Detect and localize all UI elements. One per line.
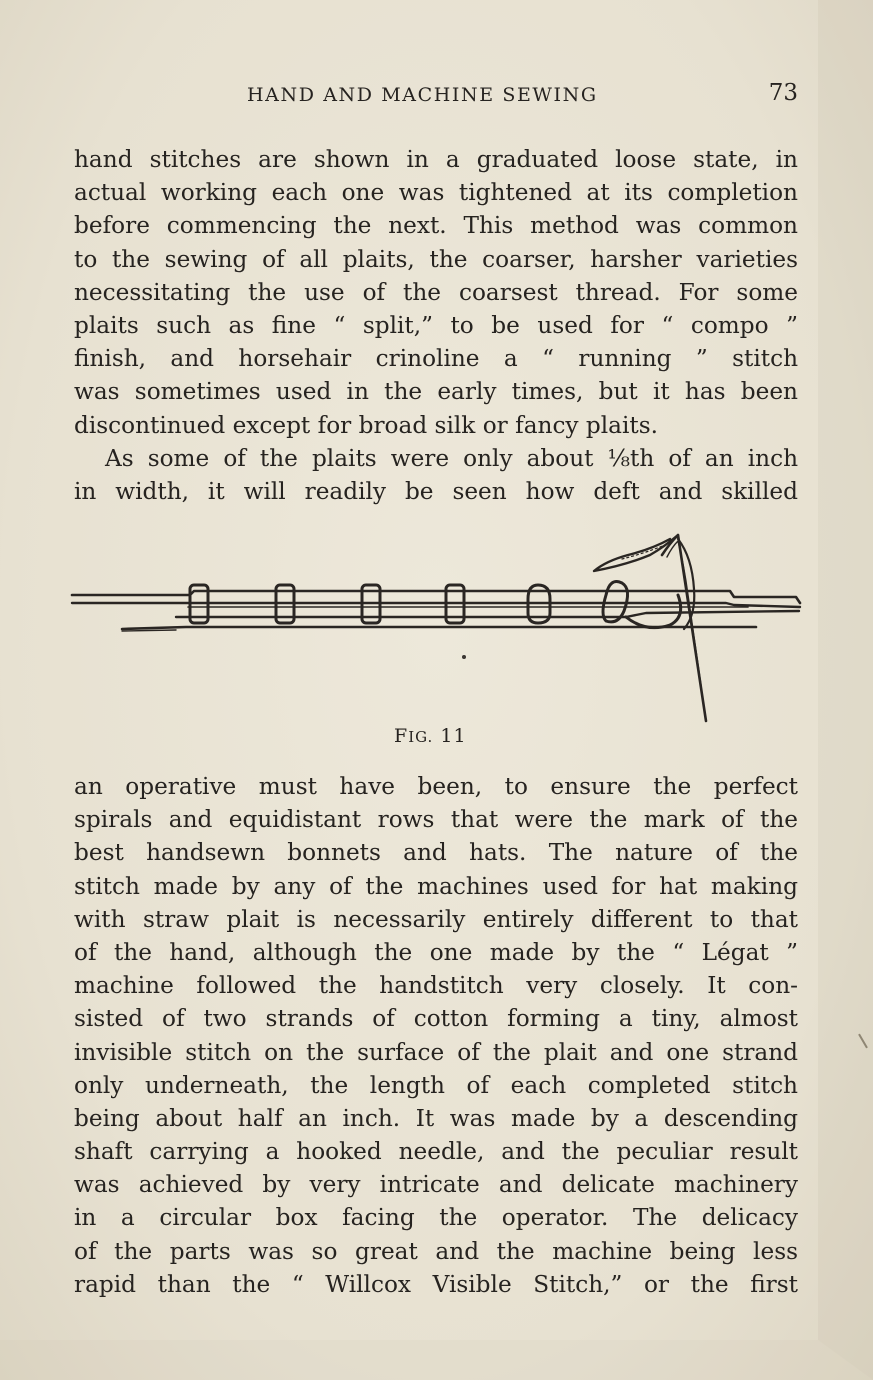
text-line: being about half an inch. It was made by a descending <box>74 1104 798 1132</box>
text-line: machine followed the handstitch very closely. It con- <box>74 972 798 1000</box>
margin-pencil-mark <box>858 1034 868 1049</box>
running-title: HAND AND MACHINE SEWING <box>247 84 598 106</box>
text-line: best handsewn bonnets and hats. The nature of the <box>74 839 798 867</box>
caption-initial: F <box>394 725 409 747</box>
paragraph-block-top <box>74 143 798 508</box>
text-line: shaft carrying a hooked needle, and the peculiar result <box>74 1138 798 1166</box>
text-line: spirals and equidistant rows that were the mark of the <box>74 806 798 834</box>
text-line: invisible stitch on the surface of the plait and one strand <box>74 1038 798 1066</box>
text-line: plaits such as fine “ split,” to be used for “ compo ” <box>74 311 798 339</box>
text-line: was sometimes used in the early times, but it has been <box>74 378 798 406</box>
text-line: necessitating the use of the coarsest thread. For some <box>74 278 798 306</box>
print-speck <box>462 655 466 659</box>
text-line: hand stitches are shown in a graduated loose state, in <box>74 146 798 173</box>
text-line: stitch made by any of the machines used for hat making <box>74 872 798 900</box>
text-line: of the hand, although the one made by the “ Légat ” <box>74 938 798 966</box>
text-line: discontinued except for broad silk or fancy plaits. <box>74 411 658 439</box>
figure-number: 11 <box>440 725 467 747</box>
text-line: finish, and horsehair crinoline a “ running ” stitch <box>74 345 798 373</box>
text-line: As some of the plaits were only about ⅛th of an inch <box>105 444 798 472</box>
stitch-illustration <box>66 525 811 730</box>
text-line: to the sewing of all plaits, the coarser, harsher varieties <box>74 245 798 273</box>
page-number: 73 <box>768 80 798 106</box>
text-line: in width, it will readily be seen how deft and skilled <box>74 477 798 505</box>
text-line: an operative must have been, to ensure the perfect <box>74 773 798 800</box>
figure-caption <box>394 725 467 747</box>
text-line: rapid than the “ Willcox Visible Stitch,” or the first <box>74 1270 798 1298</box>
running-head <box>74 80 798 114</box>
text-line: actual working each one was tightened at its completion <box>74 179 798 207</box>
text-line: sisted of two strands of cotton forming a tiny, almost <box>74 1005 798 1033</box>
text-line: before commencing the next. This method was common <box>74 212 798 240</box>
paragraph-block-bottom <box>74 770 798 1301</box>
text-line: was achieved by very intricate and delicate machinery <box>74 1171 798 1199</box>
plait-stitch-drawing <box>66 525 811 730</box>
text-line: only underneath, the length of each completed stitch <box>74 1071 798 1099</box>
caption-smallcaps: IG. <box>408 728 434 746</box>
text-line: with straw plait is necessarily entirely different to that <box>74 905 798 933</box>
text-line: of the parts was so great and the machine being less <box>74 1237 798 1265</box>
text-line: in a circular box facing the operator. The delicacy <box>74 1204 798 1232</box>
